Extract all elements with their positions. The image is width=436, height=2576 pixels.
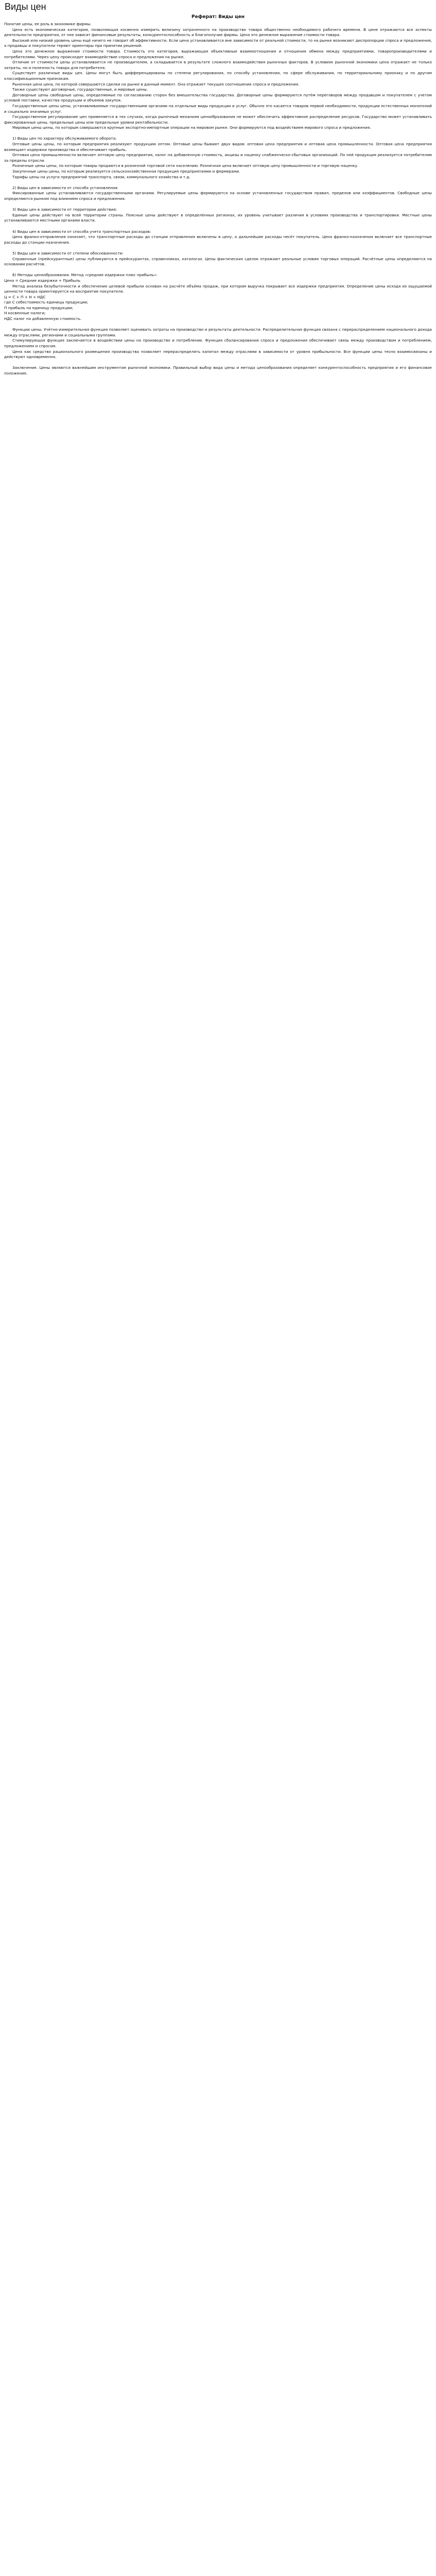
paragraph: Государственное регулирование цен применяется в тех случаях, когда рыночный механизм ценообразования не может обеспечить эффективное распределение ресурсов. Государство может устанавливать фиксированные цены, предельные цены или предельные уровни рентабельности.	[4, 114, 432, 125]
paragraph: Договорные цены свободные цены, определяемые по согласованию сторон без вмешательства государства. Договорные цены формируются путём переговоров между продавцом и покупателем с учетом условий поставки, качества продукции и объемов закупок.	[4, 92, 432, 103]
paragraph: Понятие цены, ее роль в экономике фирмы.	[4, 22, 92, 26]
paragraph: Мировые цены цены, по которым совершаются крупные экспортно-импортные операции на мировом рынке. Они формируются под воздействием мирового спроса и предложения.	[12, 125, 371, 130]
paragraph: Цена это денежное выражение стоимости товара. Стоимость это категория, выражающая объективные взаимоотношения и отношения обмена между предприятиями, товаропроизводителями и потребителями. Через цену происходит взаимодействие спроса и предложения на рынке.	[4, 48, 432, 59]
paragraph: 4) Виды цен в зависимости от способа учета транспортных расходов:	[12, 229, 151, 234]
paragraph: П прибыль на единицу продукции;	[4, 305, 74, 310]
paragraph: где С себестоимость единицы продукции;	[4, 300, 89, 305]
document-subtitle: Реферат: Виды цен	[191, 14, 245, 20]
paragraph: 6) Методы ценообразования. Метод «средние издержки плюс прибыль»:	[12, 273, 158, 278]
paragraph: Справочные (прейскурантные) цены публикуются в прейскурантах, справочниках, каталогах. Цены фактических сделок отражают реальные условия торговых операций. Расчётные цены определяются на основании расчётов.	[4, 256, 432, 267]
paragraph: Цена франко-отправления означает, что транспортные расходы до станции отправления включены в цену, а дальнейшие расходы несёт покупатель. Цена франко-назначения включает все транспортные расходы до станции назначения.	[4, 234, 432, 245]
paragraph: Фиксированные цены устанавливаются государственными органами. Регулируемые цены формируются на основе установленных государством правил, пределов или коэффициентов. Свободные цены определяются рынком под влиянием спроса и предложения.	[4, 191, 432, 201]
paragraph: Единые цены действуют на всей территории страны. Поясные цены действуют в определённых регионах, их уровень учитывает различия в условиях производства и транспортировки. Местные цены устанавливаются местными органами власти.	[4, 212, 432, 223]
paragraph: Также существуют договорные, государственные, и мировые цены.	[12, 87, 148, 92]
paragraph: Тарифы цены на услуги предприятий транспорта, связи, коммунального хозяйства и т.д.	[12, 174, 190, 179]
paragraph: Оптовая цена промышленности включает оптовую цену предприятия, налог на добавленную стоимость, акцизы и наценку снабженческо-сбытовых организаций. По ней продукция реализуется потребителям за пределы отрасли.	[4, 152, 432, 163]
paragraph: Стимулирующая функция заключается в воздействии цены на производство и потребление. Функция сбалансирования спроса и предложения обеспечивает связь между производством и потреблением, предложением и спросом.	[4, 338, 432, 349]
paragraph: Оптовые цены цены, по которым предприятия реализуют продукцию оптом. Оптовые цены бывают двух видов: оптовая цена предприятия и оптовая цена промышленности. Оптовая цена предприятия возмещает издержки производства и обеспечивает прибыль.	[4, 142, 432, 152]
paragraph: Существует различные виды цен. Цены могут быть дифференцированы по степени регулирования, по способу установления, по сфере обслуживания, по территориальному признаку и по другим классификационным признакам.	[4, 71, 432, 81]
page-title: Виды цен	[5, 2, 46, 12]
paragraph: Отличие от стоимости цены устанавливается не производителем, а складывается в результате сложного взаимодействия рыночных факторов. В условиях рыночной экономики цена отражает не только затраты, но и полезность товара для потребителя.	[4, 60, 432, 70]
paragraph: Метод анализа безубыточности и обеспечения целевой прибыли основан на расчёте объёма продаж, при котором выручка покрывает все издержки предприятия. Определение цены исходя из ощущаемой ценности товара ориентируется на восприятие покупателя.	[4, 283, 432, 294]
paragraph: Высокий или низкий уровень цены ещё ничего не говорит об эффективности. Если цена устанавливается вне зависимости от реальной стоимости, то на рынке возникают диспропорции спроса и предложения, а продавцы и покупатели теряют ориентиры при принятии решений.	[4, 38, 432, 48]
paragraph: Закупочные цены цены, по которым реализуется сельскохозяйственная продукция предприятиями и фермерами.	[12, 169, 240, 174]
paragraph: Рыночная цена цена, по которой совершаются сделки на рынке в данный момент. Она отражает текущее соотношение спроса и предложения.	[12, 81, 300, 87]
paragraph: Цена = Средние издержки + Прибыль	[4, 278, 81, 283]
paragraph: НДС налог на добавленную стоимость.	[4, 316, 82, 321]
paragraph: Государственные цены цены, устанавливаемые государственными органами на отдельные виды продукции и услуг. Обычно это касается товаров первой необходимости, продукции естественных монополий и социально значимых услуг.	[4, 103, 432, 114]
paragraph: 5) Виды цен в зависимости от степени обоснованности:	[12, 250, 124, 256]
paragraph: 1) Виды цен по характеру обслуживаемого оборота:	[12, 136, 117, 141]
paragraph: Ц = С + П + Н + НДС	[4, 294, 46, 299]
paragraph: Заключение. Цены являются важнейшим инструментом рыночной экономики. Правильный выбор вида цены и метода ценообразования определяет конкурентоспособность предприятия и его финансовое положение.	[4, 365, 432, 376]
body-text	[4, 22, 432, 377]
paragraph: Цена есть экономическая категория, позволяющая косвенно измерить величину затраченного на производство товара общественно необходимого рабочего времени. В цене отражаются все аспекты деятельности предприятия, от нее зависят финансовые результаты, конкурентоспособность и благополучие фирмы. Цена это денежное выражение стоимости товара.	[4, 27, 432, 38]
paragraph: Розничные цены цены, по которым товары продаются в розничной торговой сети населению. Розничная цена включает оптовую цену промышленности и торговую наценку.	[12, 163, 359, 168]
paragraph: Цена как средство рационального размещения производства позволяет перераспределять капитал между отраслями в зависимости от уровня прибыльности. Все функции цены тесно взаимосвязаны и действуют одновременно.	[4, 349, 432, 360]
paragraph: 2) Виды цен в зависимости от способа установления:	[12, 185, 119, 190]
paragraph: Функции цены. Учётно-измерительная функция позволяет оценивать затраты на производство и результаты деятельности. Распределительная функция связана с перераспределением национального дохода между отраслями, регионами и социальными группами.	[4, 327, 432, 337]
paragraph: 3) Виды цен в зависимости от территории действия:	[12, 207, 117, 212]
paragraph: Н косвенные налоги;	[4, 311, 46, 316]
